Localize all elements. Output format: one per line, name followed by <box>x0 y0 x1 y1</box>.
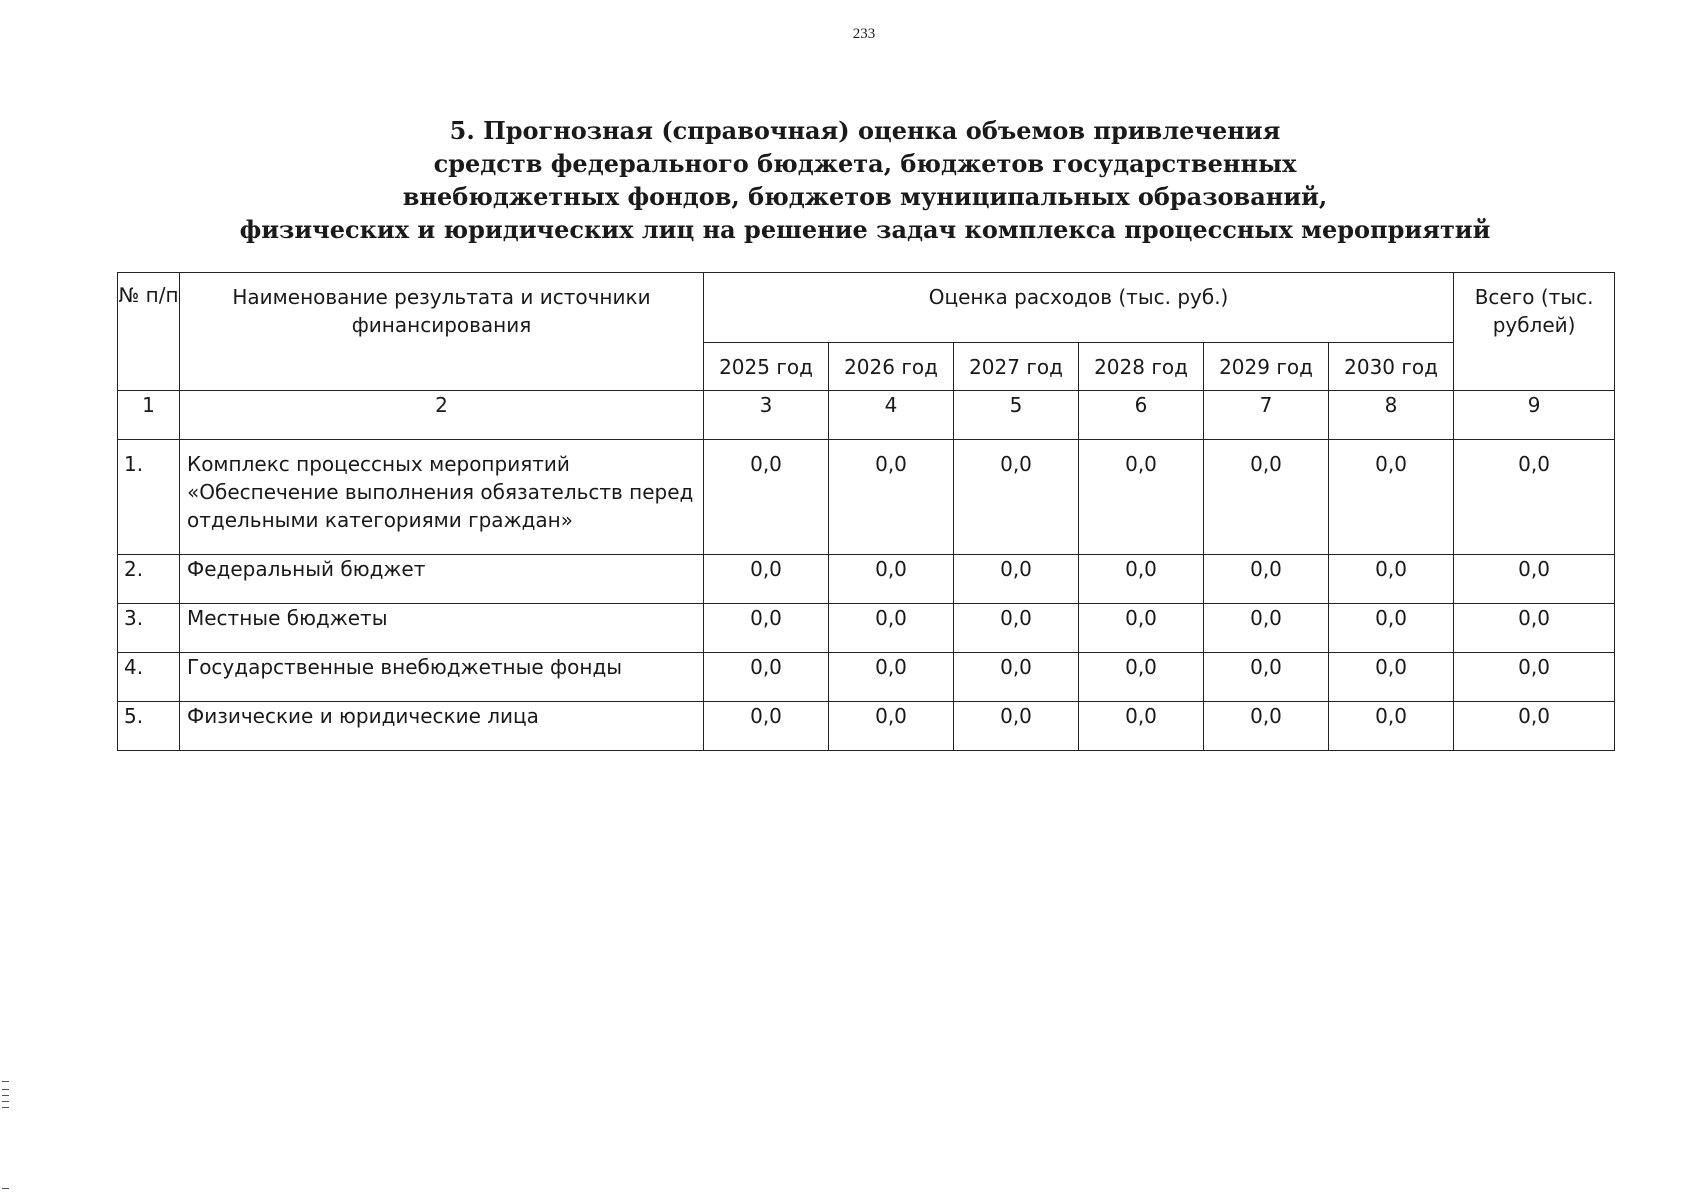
row-name: Федеральный бюджет <box>180 555 704 604</box>
row-value: 0,0 <box>1329 702 1454 751</box>
header-year: 2028 год <box>1079 343 1204 391</box>
row-value: 0,0 <box>704 555 829 604</box>
row-value: 0,0 <box>954 555 1079 604</box>
row-value: 0,0 <box>1329 440 1454 555</box>
scan-margin-mark <box>2 1101 9 1102</box>
page-number: 233 <box>852 26 876 42</box>
header-year: 2027 год <box>954 343 1079 391</box>
column-index: 8 <box>1329 391 1454 440</box>
row-total: 0,0 <box>1454 555 1615 604</box>
table-row <box>118 604 1615 653</box>
row-value: 0,0 <box>1204 604 1329 653</box>
scan-margin-mark <box>2 1095 9 1096</box>
row-value: 0,0 <box>1204 702 1329 751</box>
header-year: 2030 год <box>1329 343 1454 391</box>
header-cost-estimate: Оценка расходов (тыс. руб.) <box>704 273 1454 343</box>
row-value: 0,0 <box>1329 604 1454 653</box>
row-number: 4. <box>118 653 180 702</box>
row-total: 0,0 <box>1454 653 1615 702</box>
header-name: Наименование результата и источники финансирования <box>180 273 704 391</box>
title-line: физических и юридических лиц на решение задач комплекса процессных мероприятий <box>239 215 1491 244</box>
column-index: 7 <box>1204 391 1329 440</box>
header-year: 2026 год <box>829 343 954 391</box>
row-value: 0,0 <box>704 604 829 653</box>
row-number: 3. <box>118 604 180 653</box>
row-value: 0,0 <box>1079 555 1204 604</box>
scan-margin-mark <box>2 1107 9 1108</box>
table-row <box>118 702 1615 751</box>
column-index: 2 <box>180 391 704 440</box>
row-value: 0,0 <box>829 604 954 653</box>
row-number: 2. <box>118 555 180 604</box>
row-total: 0,0 <box>1454 604 1615 653</box>
financing-table <box>117 272 1615 751</box>
row-number: 5. <box>118 702 180 751</box>
header-total: Всего (тыс. рублей) <box>1454 273 1615 391</box>
header-year: 2025 год <box>704 343 829 391</box>
header-number: № п/п <box>118 273 180 391</box>
column-index: 9 <box>1454 391 1615 440</box>
row-value: 0,0 <box>1329 555 1454 604</box>
row-value: 0,0 <box>829 555 954 604</box>
scan-margin-mark <box>2 1089 9 1090</box>
table-row <box>118 653 1615 702</box>
table-row <box>118 440 1615 555</box>
row-name: Государственные внебюджетные фонды <box>180 653 704 702</box>
column-index: 5 <box>954 391 1079 440</box>
row-value: 0,0 <box>1079 604 1204 653</box>
row-name: Местные бюджеты <box>180 604 704 653</box>
row-value: 0,0 <box>829 702 954 751</box>
row-value: 0,0 <box>704 702 829 751</box>
row-value: 0,0 <box>704 440 829 555</box>
row-value: 0,0 <box>954 702 1079 751</box>
document-title <box>210 114 1520 246</box>
row-value: 0,0 <box>954 440 1079 555</box>
title-line: средств федерального бюджета, бюджетов государственных <box>433 149 1297 178</box>
row-value: 0,0 <box>704 653 829 702</box>
row-name: Комплекс процессных мероприятий «Обеспечение выполнения обязательств перед отдельными категориями граждан» <box>180 440 704 555</box>
row-value: 0,0 <box>829 653 954 702</box>
title-line: внебюджетных фондов, бюджетов муниципальных образований, <box>402 182 1328 211</box>
column-index: 4 <box>829 391 954 440</box>
row-value: 0,0 <box>1079 440 1204 555</box>
row-value: 0,0 <box>1079 702 1204 751</box>
column-index: 1 <box>118 391 180 440</box>
column-index: 6 <box>1079 391 1204 440</box>
row-value: 0,0 <box>1204 440 1329 555</box>
row-name: Физические и юридические лица <box>180 702 704 751</box>
row-value: 0,0 <box>1329 653 1454 702</box>
row-total: 0,0 <box>1454 702 1615 751</box>
row-value: 0,0 <box>954 653 1079 702</box>
table-row <box>118 555 1615 604</box>
title-line: 5. Прогнозная (справочная) оценка объемов привлечения <box>449 116 1281 145</box>
row-value: 0,0 <box>954 604 1079 653</box>
row-total: 0,0 <box>1454 440 1615 555</box>
column-index: 3 <box>704 391 829 440</box>
header-year: 2029 год <box>1204 343 1329 391</box>
row-value: 0,0 <box>1204 653 1329 702</box>
row-value: 0,0 <box>829 440 954 555</box>
row-value: 0,0 <box>1204 555 1329 604</box>
row-value: 0,0 <box>1079 653 1204 702</box>
column-index-row <box>118 391 1615 440</box>
scan-margin-mark <box>2 1081 9 1082</box>
row-number: 1. <box>118 440 180 555</box>
scan-margin-mark <box>2 1188 9 1189</box>
